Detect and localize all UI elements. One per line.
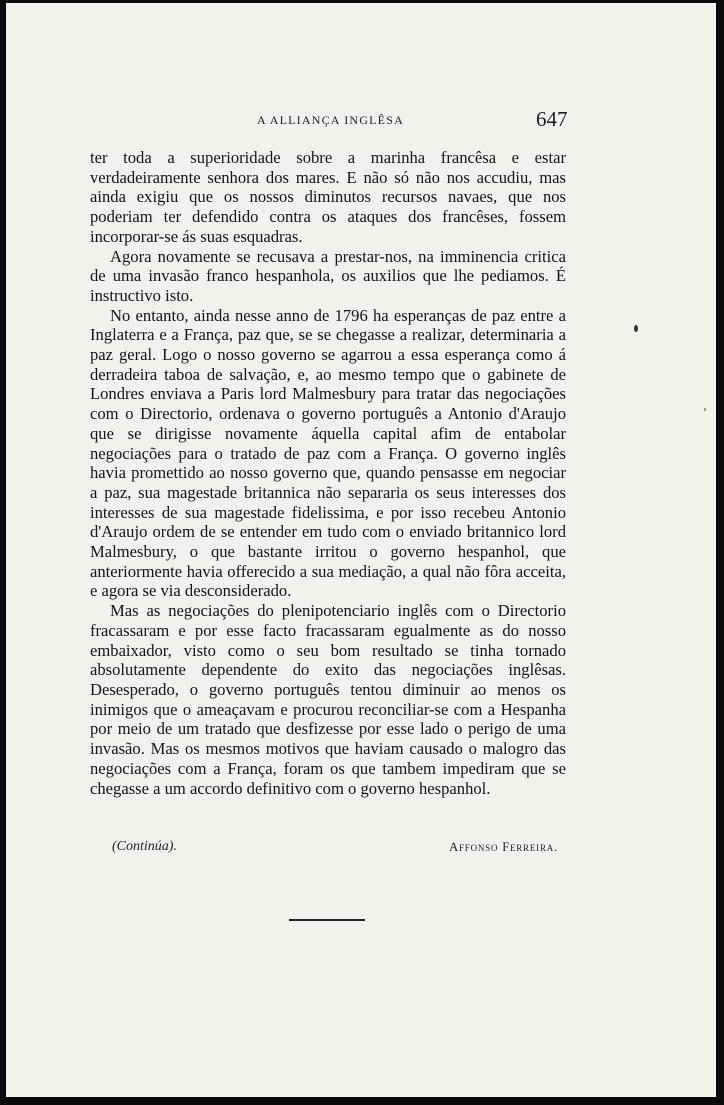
ink-speck [704, 408, 706, 411]
page-footer [90, 839, 566, 859]
ink-speck [634, 325, 638, 332]
continua-note: (Continúa). [112, 839, 177, 854]
body-text [90, 148, 566, 798]
end-rule [289, 919, 365, 921]
paragraph-4: Mas as negociações do plenipotenciario inglês com o Directorio fracassaram e por esse facto fracassaram egualmente as do nosso embaixador, visto como o seu bom resultado se tinha tornado absolutamente dependente do exito das negociações inglêsas. Desesperado, o governo português tentou diminuir ao menos os inimigos que o ameaçavam e procurou reconciliar-se com a Hespanha por meio de um tratado que desfizesse por esse lado o perigo de uma invasão. Mas os mesmos motivos que haviam causado o malogro das negociações com a França, foram os que tambem impediram que se chegasse a um accordo definitivo com o governo hespanhol. [90, 601, 566, 798]
paragraph-3: No entanto, ainda nesse anno de 1796 ha esperanças de paz entre a Inglaterra e a França, paz que, se se chegasse a realizar, determinaria a paz geral. Logo o nosso governo se agarrou a essa esperança como á derradeira taboa de salvação, e, ao mesmo tempo que o gabinete de Londres enviava a Paris lord Malmesbury para tratar das negociações com o Directorio, ordenava o governo português a Antonio d'Araujo que se dirigisse novamente áquella capital afim de entabolar negociações para o tratado de paz com a França. O governo inglês havia promettido ao nosso governo que, quando pensasse em negociar a paz, sua magestade britannica não separaria os seus interesses dos interesses de sua magestade fidelissima, e por isso recebeu Antonio d'Araujo ordem de se entender em tudo com o enviado britannico lord Malmesbury, o que bastante irritou o governo hespanhol, que anteriormente havia offerecido a sua mediação, a qual não fôra acceita, e agora se via desconsiderado. [90, 305, 566, 601]
author-signature: Affonso Ferreira. [449, 840, 558, 854]
document-page [6, 3, 716, 1097]
paragraph-1: ter toda a superioridade sobre a marinha francêsa e estar verdadeiramente senhora dos mares. E não só não nos accudiu, mas ainda exigiu que os nossos diminutos recursos navaes, que nos poderiam ter defendido contra os ataques dos francêses, fossem incorporar-se ás suas esquadras. [90, 148, 566, 246]
paragraph-2: Agora novamente se recusava a prestar-nos, na imminencia critica de uma invasão franco hespanhola, os auxilios que lhe pediamos. É instructivo isto. [90, 246, 566, 305]
page-number: 647 [536, 107, 568, 131]
running-title: A ALLIANÇA INGLÊSA [257, 113, 404, 127]
page-header [6, 107, 716, 137]
